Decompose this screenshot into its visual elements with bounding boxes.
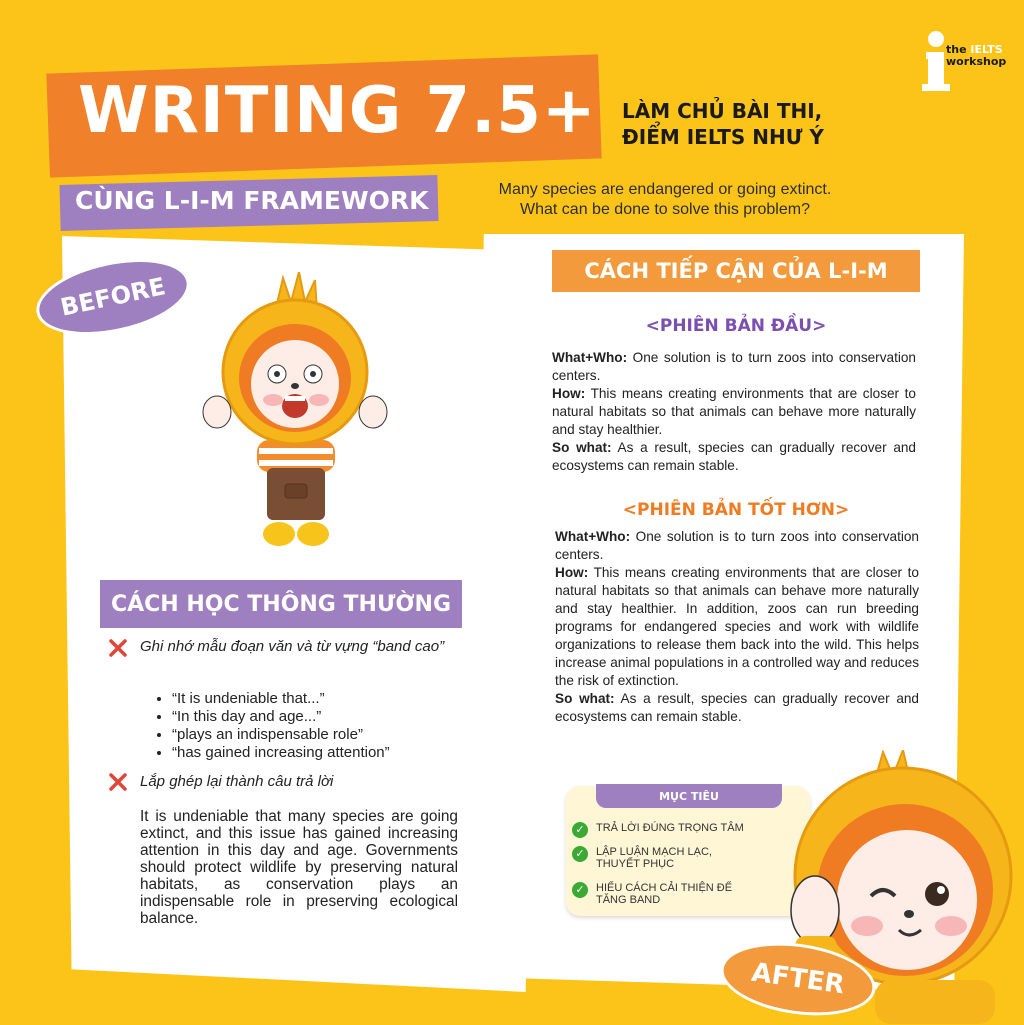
goal-text: TRẢ LỜI ĐÚNG TRỌNG TÂM	[596, 822, 744, 834]
phrase-list	[156, 690, 390, 762]
goal-text: HIỂU CÁCH CẢI THIỆN ĐỂ TĂNG BAND	[596, 882, 733, 906]
phrase-item: • “It is undeniable that...”	[172, 690, 390, 708]
lim-approach-title-box	[552, 250, 920, 292]
tagline	[622, 98, 824, 150]
phrase-item: • “has gained increasing attention”	[172, 744, 390, 762]
tagline-line1: LÀM CHỦ BÀI THI,	[622, 99, 823, 123]
step1-text: Ghi nhớ mẫu đoạn văn và từ vựng “band cao”	[140, 638, 445, 655]
v1-so-label: So what:	[552, 440, 612, 455]
v2-how-label: How:	[555, 565, 589, 580]
phrase-item: • “In this day and age...”	[172, 708, 390, 726]
brand-line1-b: IELTS	[970, 43, 1003, 56]
check-icon: ✓	[572, 882, 588, 898]
version1-body	[552, 349, 916, 475]
goal-item	[572, 882, 752, 906]
traditional-method-title-box	[100, 580, 462, 628]
v2-what-label: What+Who:	[555, 529, 631, 544]
brand-line1-a: the	[946, 43, 971, 56]
tagline-line2: ĐIỂM IELTS NHƯ Ý	[622, 125, 824, 149]
traditional-method-title: CÁCH HỌC THÔNG THƯỜNG	[110, 591, 452, 617]
version2-body	[555, 528, 919, 726]
lim-approach-title: CÁCH TIẾP CẬN CỦA L-I-M	[584, 259, 888, 283]
v1-how-label: How:	[552, 386, 586, 401]
version1-title: <PHIÊN BẢN ĐẦU>	[645, 316, 827, 336]
v2-what-text: One solution is to turn zoos into conservation centers.	[555, 529, 919, 562]
question-line2: What can be done to solve this problem?	[520, 201, 810, 218]
goal-text: LẬP LUẬN MẠCH LẠC, THUYẾT PHỤC	[596, 846, 712, 870]
version2-title: <PHIÊN BẢN TỐT HƠN>	[622, 500, 850, 520]
mascot-scared	[195, 272, 395, 557]
cross-icon	[108, 772, 128, 792]
essay-question	[455, 180, 875, 220]
goal-item	[572, 822, 772, 838]
question-line1: Many species are endangered or going extinct.	[498, 181, 832, 198]
phrase-item: • “plays an indispensable role”	[172, 726, 390, 744]
v1-how-text: This means creating environments that are closer to natural habitats so that animals can behave more naturally and stay healthier.	[552, 386, 916, 437]
step2-text: Lắp ghép lại thành câu trả lời	[140, 773, 334, 790]
cross-icon	[108, 638, 128, 658]
goal-item	[572, 846, 742, 870]
check-icon: ✓	[572, 846, 588, 862]
v2-so-text: As a result, species can gradually recover and ecosystems can remain stable.	[555, 691, 919, 724]
v1-what-label: What+Who:	[552, 350, 628, 365]
v2-so-label: So what:	[555, 691, 615, 706]
framework-label: CÙNG L-I-M FRAMEWORK	[75, 186, 429, 215]
goals-title: MỤC TIÊU	[659, 789, 719, 803]
brand-line2: workshop	[946, 55, 1007, 68]
v2-how-text: This means creating environments that are closer to natural habitats so that animals can behave more naturally and stay healthier. In addition, zoos can run breeding programs for endangered species and work with wildlife organizations to release them back into the wild. This helps increase animal populations in a controlled way and reduces the risk of extinction.	[555, 565, 919, 688]
v1-so-text: As a result, species can gradually recover and ecosystems can remain stable.	[552, 440, 916, 473]
before-badge-label: BEFORE	[58, 272, 168, 322]
check-icon: ✓	[572, 822, 588, 838]
template-answer: It is undeniable that many species are going extinct, and this issue has gained increasing attention in this day and age. Governments should protect wildlife by preserving natural habitats, as conservation plays an indispensable role in preserving ecological balance.	[140, 808, 458, 927]
brand-logo	[918, 30, 1008, 92]
after-badge-label: AFTER	[749, 957, 847, 1001]
goals-header	[596, 784, 782, 808]
v1-what-text: One solution is to turn zoos into conservation centers.	[552, 350, 916, 383]
page-title: WRITING 7.5+	[78, 74, 597, 148]
